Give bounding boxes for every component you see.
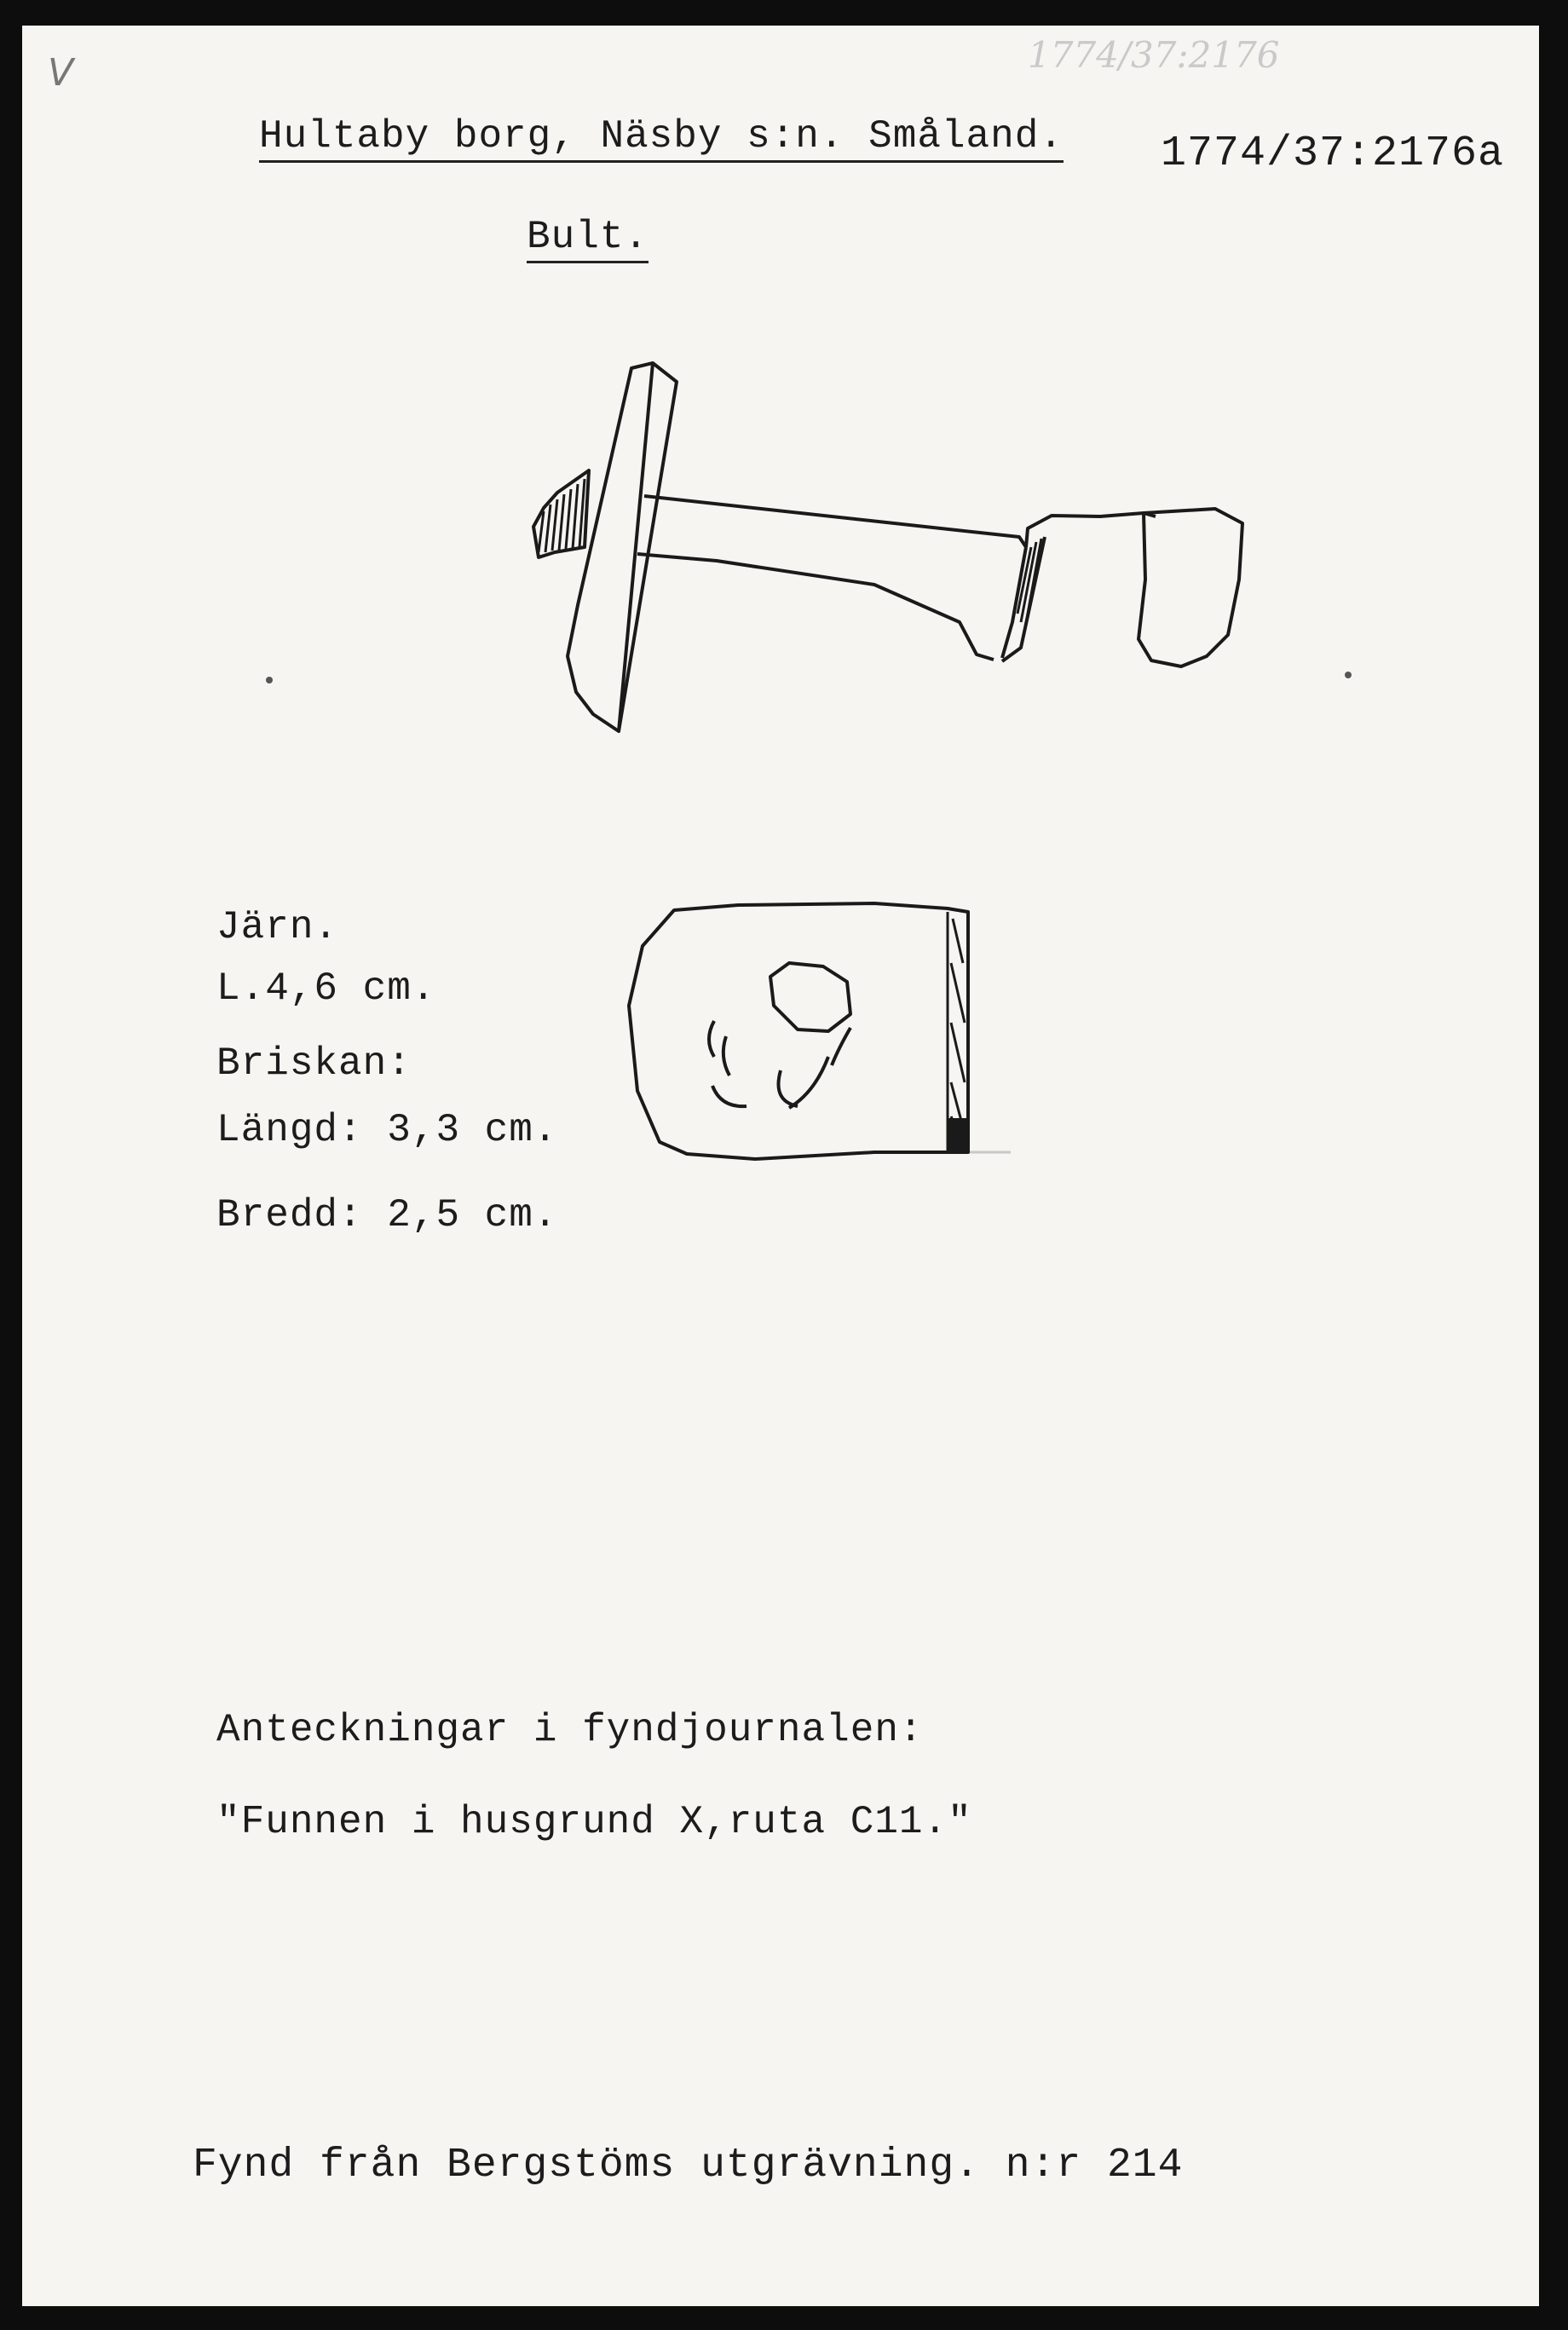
notes-quote: "Funnen i husgrund X,ruta C11.": [216, 1800, 972, 1844]
faint-pencil-number: 1774/37:2176: [1028, 34, 1280, 76]
object-name: Bult.: [527, 215, 649, 263]
bolt-side-drawing: [22, 26, 1539, 793]
corner-check-mark: V: [48, 51, 74, 95]
notes-heading: Anteckningar i fyndjournalen:: [216, 1708, 924, 1752]
site-title: Hultaby borg, Näsby s:n. Småland.: [259, 114, 1064, 163]
briskan-label: Briskan:: [216, 1041, 412, 1086]
length: L.4,6 cm.: [216, 966, 436, 1011]
footer-line: Fynd från Bergstöms utgrävning. n:r 214: [193, 2143, 1184, 2189]
bredd: Bredd: 2,5 cm.: [216, 1193, 558, 1237]
langd: Längd: 3,3 cm.: [216, 1108, 558, 1152]
material: Järn.: [216, 905, 339, 949]
catalog-number: 1774/37:2176a: [1161, 130, 1505, 178]
catalog-card: [22, 26, 1539, 2306]
